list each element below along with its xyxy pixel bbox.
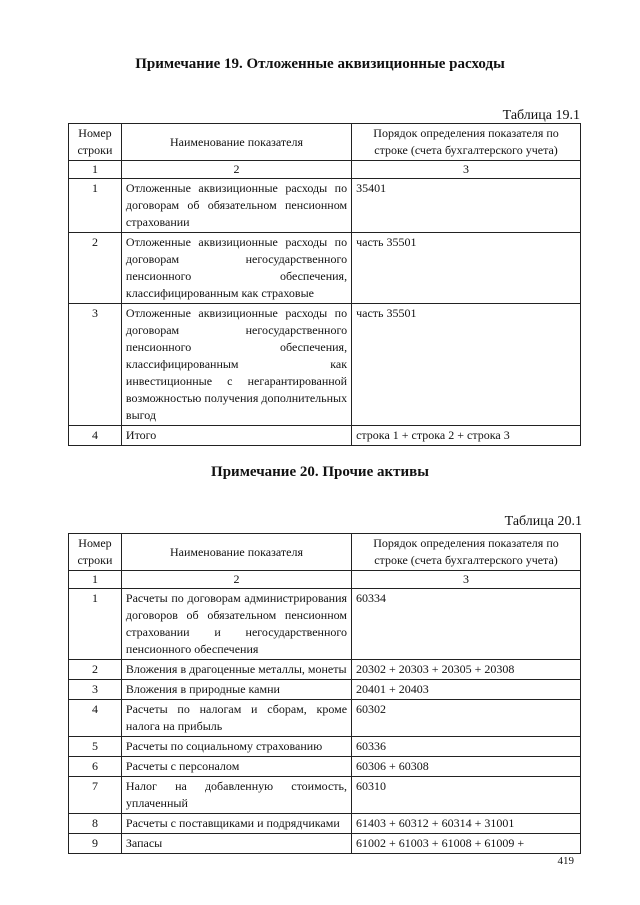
table-row xyxy=(69,589,581,660)
indicator-name: Итого xyxy=(121,426,351,446)
table-19-1-label: Таблица 19.1 xyxy=(502,108,580,123)
indicator-name: Расчеты по договорам администрирования договоров об обязательном пенсионном страховании и негосударственного пенсионного обеспечения xyxy=(121,589,351,660)
table-row xyxy=(69,426,581,446)
table-row xyxy=(69,304,581,426)
determination-rule: 60310 xyxy=(352,777,581,814)
row-number: 5 xyxy=(69,737,122,757)
row-number: 2 xyxy=(69,660,122,680)
determination-rule: часть 35501 xyxy=(352,233,581,304)
determination-rule: 61002 + 61003 + 61008 + 61009 + xyxy=(352,834,581,854)
column-number: 1 xyxy=(69,161,122,179)
indicator-name: Расчеты по социальному страхованию xyxy=(121,737,351,757)
determination-rule: 60302 xyxy=(352,700,581,737)
column-number: 1 xyxy=(69,571,122,589)
table-row xyxy=(69,834,581,854)
row-number: 6 xyxy=(69,757,122,777)
row-number: 4 xyxy=(69,700,122,737)
indicator-name: Вложения в природные камни xyxy=(121,680,351,700)
indicator-name: Вложения в драгоценные металлы, монеты xyxy=(121,660,351,680)
column-number-row xyxy=(69,161,581,179)
indicator-name: Расчеты с персоналом xyxy=(121,757,351,777)
determination-rule: 20302 + 20303 + 20305 + 20308 xyxy=(352,660,581,680)
table-row xyxy=(69,233,581,304)
indicator-name: Отложенные аквизиционные расходы по договорам негосударственного пенсионного обеспечения, классифицированным как страховые xyxy=(121,233,351,304)
note-20-title: Примечание 20. Прочие активы xyxy=(211,464,429,480)
header-row-number: Номер строки xyxy=(69,124,122,161)
column-number: 2 xyxy=(121,571,351,589)
table-19-1 xyxy=(68,123,581,446)
indicator-name: Отложенные аквизиционные расходы по договорам негосударственного пенсионного обеспечения, классифицированным как инвестиционные с негарантированной возможностью получения дополнительных выгод xyxy=(121,304,351,426)
column-number: 2 xyxy=(121,161,351,179)
table-row xyxy=(69,777,581,814)
table-row xyxy=(69,680,581,700)
table-header-row xyxy=(69,534,581,571)
header-indicator-name: Наименование показателя xyxy=(121,124,351,161)
header-row-number: Номер строки xyxy=(69,534,122,571)
column-number: 3 xyxy=(352,161,581,179)
indicator-name: Налог на добавленную стоимость, уплаченный xyxy=(121,777,351,814)
determination-rule: 60334 xyxy=(352,589,581,660)
row-number: 3 xyxy=(69,304,122,426)
row-number: 1 xyxy=(69,589,122,660)
table-row xyxy=(69,757,581,777)
row-number: 2 xyxy=(69,233,122,304)
determination-rule: 35401 xyxy=(352,179,581,233)
determination-rule: часть 35501 xyxy=(352,304,581,426)
table-row xyxy=(69,179,581,233)
indicator-name: Расчеты по налогам и сборам, кроме налога на прибыль xyxy=(121,700,351,737)
header-indicator-name: Наименование показателя xyxy=(121,534,351,571)
header-determination-rule: Порядок определения показателя по строке (счета бухгалтерского учета) xyxy=(352,124,581,161)
indicator-name: Отложенные аквизиционные расходы по договорам об обязательном пенсионном страховании xyxy=(121,179,351,233)
row-number: 8 xyxy=(69,814,122,834)
row-number: 1 xyxy=(69,179,122,233)
determination-rule: 60306 + 60308 xyxy=(352,757,581,777)
header-determination-rule: Порядок определения показателя по строке (счета бухгалтерского учета) xyxy=(352,534,581,571)
table-20-1 xyxy=(68,533,581,854)
row-number: 9 xyxy=(69,834,122,854)
table-row xyxy=(69,737,581,757)
table-row xyxy=(69,700,581,737)
row-number: 7 xyxy=(69,777,122,814)
table-row xyxy=(69,660,581,680)
table-row xyxy=(69,814,581,834)
page-number: 419 xyxy=(557,855,574,867)
row-number: 3 xyxy=(69,680,122,700)
determination-rule: 20401 + 20403 xyxy=(352,680,581,700)
determination-rule: 60336 xyxy=(352,737,581,757)
indicator-name: Запасы xyxy=(121,834,351,854)
table-header-row xyxy=(69,124,581,161)
determination-rule: 61403 + 60312 + 60314 + 31001 xyxy=(352,814,581,834)
table-20-1-label: Таблица 20.1 xyxy=(504,514,582,529)
determination-rule: строка 1 + строка 2 + строка 3 xyxy=(352,426,581,446)
column-number-row xyxy=(69,571,581,589)
column-number: 3 xyxy=(352,571,581,589)
row-number: 4 xyxy=(69,426,122,446)
indicator-name: Расчеты с поставщиками и подрядчиками xyxy=(121,814,351,834)
note-19-title: Примечание 19. Отложенные аквизиционные расходы xyxy=(135,56,505,72)
